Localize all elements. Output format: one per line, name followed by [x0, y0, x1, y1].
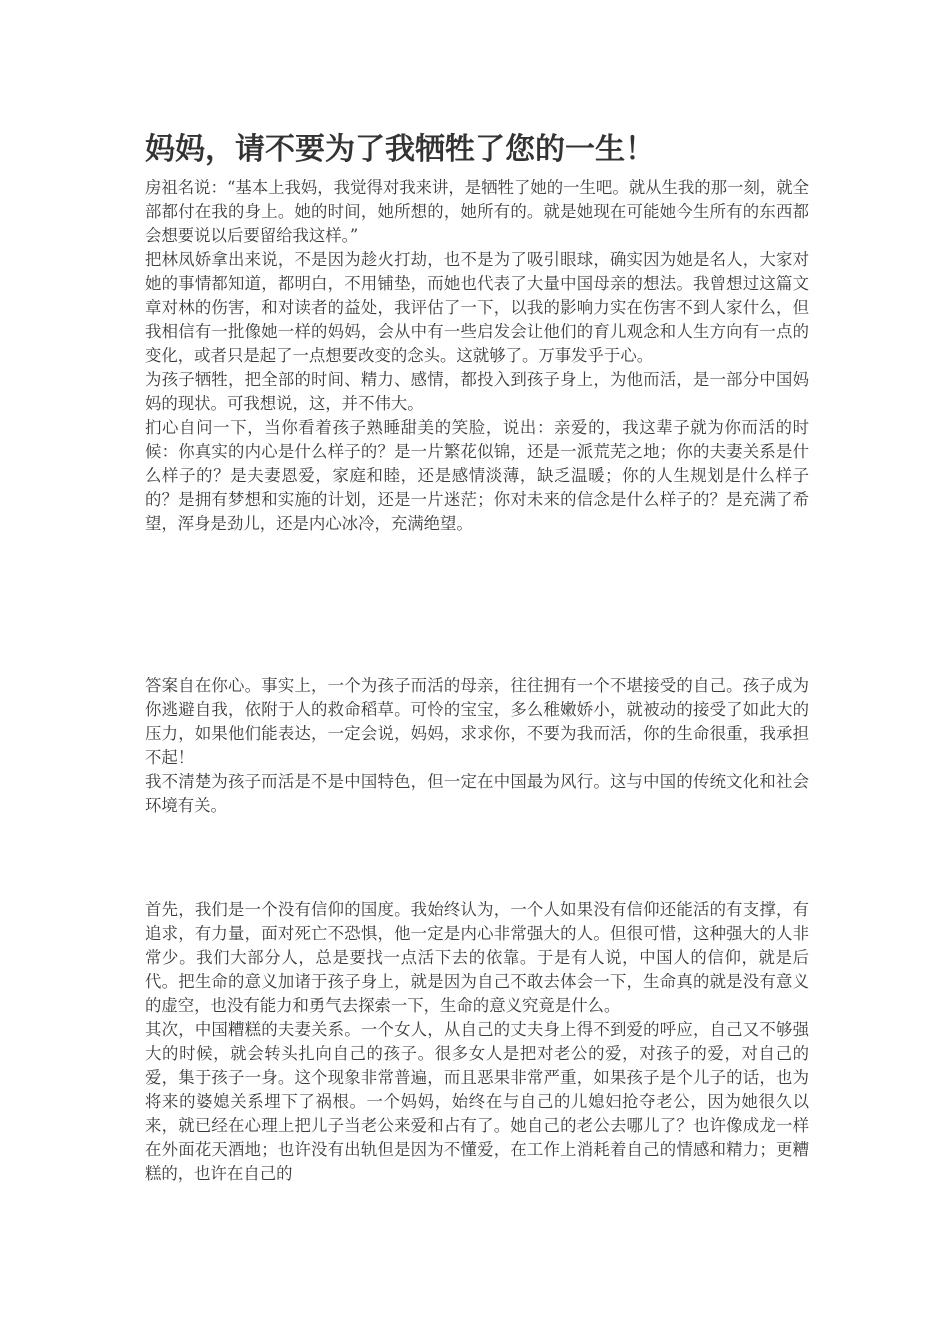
paragraph: 答案自在你心。事实上，一个为孩子而活的母亲，往往拥有一个不堪接受的自己。孩子成为你逃避自我，依附于人的救命稻草。可怜的宝宝，多么稚嫩娇小，就被动的接受了如此大的压力，如果他们能表达，一定会说，妈妈，求求你，不要为我而活，你的生命很重，我承担不起！ [145, 676, 809, 767]
paragraph: 把林凤娇拿出来说，不是因为趁火打劫，也不是为了吸引眼球，确实因为她是名人，大家对她的事情都知道，都明白，不用铺垫，而她也代表了大量中国母亲的想法。我曾想过这篇文章对林的伤害，和对读者的益处，我评估了一下，以我的影响力实在伤害不到人家什么，但我相信有一批像她一样的妈妈，会从中有一些启发会让他们的育儿观念和人生方向有一点的变化，或者只是起了一点想要改变的念头。这就够了。万事发乎于心。 [145, 250, 809, 365]
paragraph: 其次，中国糟糕的夫妻关系。一个女人，从自己的丈夫身上得不到爱的呼应，自己又不够强大的时候，就会转头扎向自己的孩子。很多女人是把对老公的爱，对孩子的爱，对自己的爱，集于孩子一身。这个现象非常普遍，而且恶果非常严重，如果孩子是个儿子的话，也为将来的婆媳关系埋下了祸根。一个妈妈，始终在与自己的儿媳妇抢夺老公，因为她很久以来，就已经在心理上把儿子当老公来爱和占有了。她自己的老公去哪儿了？也许像成龙一样在外面花天酒地；也许没有出轨但是因为不懂爱，在工作上消耗着自己的情感和精力；更糟糕的，也许在自己的 [145, 1020, 809, 1183]
paragraph: 为孩子牺牲，把全部的时间、精力、感情，都投入到孩子身上，为他而活，是一部分中国妈妈的现状。可我想说，这，并不伟大。 [145, 370, 809, 413]
paragraph: 扪心自问一下，当你看着孩子熟睡甜美的笑脸，说出：亲爱的，我这辈子就为你而活的时候：你真实的内心是什么样子的？是一片繁花似锦，还是一派荒芜之地；你的夫妻关系是什么样子的？是夫妻恩爱，家庭和睦，还是感情淡薄，缺乏温暖；你的人生规划是什么样子的？是拥有梦想和实施的计划，还是一片迷茫；你对未来的信念是什么样子的？是充满了希望，浑身是劲儿，还是内心冰冷，充满绝望。 [145, 418, 809, 533]
text-section-1 [145, 176, 809, 536]
text-section-3 [145, 898, 809, 1186]
article-title: 妈妈，请不要为了我牺牲了您的一生！ [145, 132, 655, 167]
paragraph: 我不清楚为孩子而活是不是中国特色，但一定在中国最为风行。这与中国的传统文化和社会环境有关。 [145, 772, 809, 815]
paragraph: 首先，我们是一个没有信仰的国度。我始终认为，一个人如果没有信仰还能活的有支撑，有追求，有力量，面对死亡不恐惧，他一定是内心非常强大的人。但很可惜，这种强大的人非常少。我们大部分人，总是要找一点活下去的依靠。于是有人说，中国人的信仰，就是后代。把生命的意义加诸于孩子身上，就是因为自己不敢去体会一下，生命真的就是没有意义的虚空，也没有能力和勇气去探索一下，生命的意义究竟是什么。 [145, 900, 809, 1015]
text-section-2 [145, 674, 809, 818]
paragraph: 房祖名说：“基本上我妈，我觉得对我来讲，是牺牲了她的一生吧。就从生我的那一刻，就全部都付在我的身上。她的时间，她所想的，她所有的。就是她现在可能她今生所有的东西都会想要说以后要留给我这样。” [145, 178, 810, 245]
